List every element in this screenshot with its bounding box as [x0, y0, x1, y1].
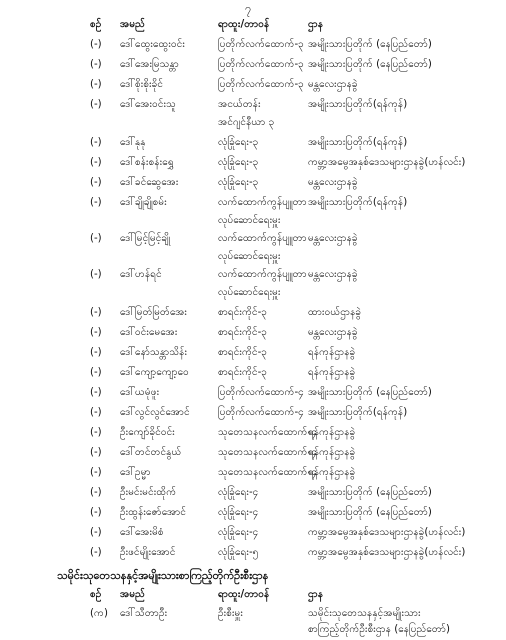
table-row: [0, 156, 506, 172]
person-name: ဒေါ်လွင်လွင်အောင်: [120, 407, 190, 418]
department-name-continuation: စာကြည့်တိုက်ဦးစီးဌာန (နေပြည်တော်): [308, 624, 451, 635]
serial-number: (-): [90, 327, 102, 338]
position-title-continuation: လုပ်ဆောင်ရေးမှူး: [218, 287, 281, 298]
header-department: ဌာန: [308, 19, 324, 30]
serial-number: (က): [90, 608, 108, 619]
table-row: [0, 526, 506, 542]
person-name: ဒေါ်မြတ်မြတ်အေး: [120, 307, 188, 318]
position-title-continuation: အင်ဂျင်နီယာ ၃: [218, 117, 275, 128]
section-table-row: [0, 607, 506, 623]
department-name: အမျိုးသားပြတိုက်(ရန်ကုန်): [308, 407, 408, 418]
position-title: သုတေသနလက်ထောက်-၄: [218, 467, 317, 478]
serial-number: (-): [90, 367, 102, 378]
table-row: [0, 98, 506, 114]
position-title: စာရင်းကိုင်-၃: [218, 367, 268, 378]
person-name: ဒေါ်သီတာဦး: [120, 608, 168, 619]
department-name: အမျိုးသားပြတိုက်(ရန်ကုန်): [308, 137, 408, 148]
table-row: [0, 386, 506, 402]
header-position: ရာထူး/တာဝန်: [218, 19, 270, 30]
person-name: ဒေါ်အေးမြသန္တာ: [120, 59, 179, 70]
department-name: ရန်ကုန်ဌာနခွဲ: [308, 367, 356, 378]
department-name: ကမ္ဘာ့အမွေအနှစ်ဒေသများဌာနခွဲ(ဟန်လင်း): [308, 547, 466, 558]
department-name: မန္တလေးဌာနခွဲ: [308, 79, 358, 90]
table-row: [0, 58, 506, 74]
person-name: ဒေါ်တင်တင်နွယ်: [120, 447, 182, 458]
serial-number: (-): [90, 39, 102, 50]
serial-number: (-): [90, 487, 102, 498]
person-name: ဦးမင်းမင်းထိုက်: [120, 487, 177, 498]
header-serial: စဉ်: [90, 19, 102, 30]
serial-number: (-): [90, 347, 102, 358]
position-title: လုံခြုံရေး-၃: [218, 137, 259, 148]
person-name: ဒေါ်ထွေးထွေးဝင်း: [120, 39, 185, 50]
position-title: သုတေသနလက်ထောက်-၄: [218, 447, 317, 458]
department-name: အမျိုးသားပြတိုက်(ရန်ကုန်): [308, 197, 408, 208]
person-name: ဒေါ်ဟန်ရင်: [120, 269, 162, 280]
position-title: လုံခြုံရေး-၅: [218, 547, 259, 558]
department-name: ကမ္ဘာ့အမွေအနှစ်ဒေသများဌာနခွဲ(ဟန်လင်း): [308, 527, 466, 538]
table-row: [0, 546, 506, 562]
department-name: သမိုင်းသုတေသနနှင့်အမျိုးသား: [308, 608, 421, 619]
person-name: ဒေါ်ခင်ဆွေအေး: [120, 177, 179, 188]
table-row: [0, 366, 506, 382]
department-name: ထားဝယ်ဌာနခွဲ: [308, 307, 362, 318]
position-title: ပြတိုက်လက်ထောက်-၄: [218, 387, 304, 398]
serial-number: (-): [90, 307, 102, 318]
table-row: [0, 466, 506, 482]
position-title: စာရင်းကိုင်-၃: [218, 307, 268, 318]
department-name: အမျိုးသားပြတိုက် (နေပြည်တော်): [308, 387, 432, 398]
department-name: အမျိုးသားပြတိုက် (နေပြည်တော်): [308, 59, 432, 70]
department-name: မန္တလေးဌာနခွဲ: [308, 177, 358, 188]
position-title: လက်ထောက်ကွန်ပျူတာ: [218, 269, 307, 280]
table-row: [0, 176, 506, 192]
person-name: ဒေါ်ဝင်းမေအေး: [120, 327, 178, 338]
department-name: အမျိုးသားပြတိုက် (နေပြည်တော်): [308, 487, 432, 498]
position-title: ဦးစီးမှူး: [218, 608, 243, 619]
position-title: စာရင်းကိုင်-၃: [218, 347, 268, 358]
table-header: [0, 18, 506, 34]
department-name: အမျိုးသားပြတိုက် (နေပြည်တော်): [308, 507, 432, 518]
serial-number: (-): [90, 387, 102, 398]
department-name: ရန်ကုန်ဌာနခွဲ: [308, 347, 356, 358]
serial-number: (-): [90, 407, 102, 418]
department-name: မန္တလေးဌာနခွဲ: [308, 233, 358, 244]
position-title: လုံခြုံရေး-၄: [218, 527, 259, 538]
serial-number: (-): [90, 99, 102, 110]
department-name-continuation-row: [0, 623, 506, 639]
department-name: ရန်ကုန်ဌာနခွဲ: [308, 427, 356, 438]
department-name: ကမ္ဘာ့အမွေအနှစ်ဒေသများဌာနခွဲ(ဟန်လင်း): [308, 157, 466, 168]
serial-number: (-): [90, 427, 102, 438]
position-title: ပြတိုက်လက်ထောက်-၃: [218, 59, 304, 70]
serial-number: (-): [90, 59, 102, 70]
table-row: [0, 406, 506, 422]
position-title: လက်ထောက်ကွန်ပျူတာ: [218, 197, 307, 208]
header-name: အမည်: [120, 19, 146, 30]
serial-number: (-): [90, 547, 102, 558]
person-name: ဒေါ်အေးဝင်းသူ: [120, 99, 176, 110]
person-name: ဦးကျော်ခိုင်ဝင်း: [120, 427, 175, 438]
position-title: လုံခြုံရေး-၄: [218, 487, 259, 498]
department-name: မန္တလေးဌာနခွဲ: [308, 327, 358, 338]
position-title: လက်ထောက်ကွန်ပျူတာ: [218, 233, 307, 244]
header-department: ဌာန: [308, 589, 324, 600]
department-name: ရန်ကုန်ဌာနခွဲ: [308, 467, 356, 478]
serial-number: (-): [90, 269, 102, 280]
table-row: [0, 446, 506, 462]
serial-number: (-): [90, 79, 102, 90]
header-name: အမည်: [120, 589, 146, 600]
person-name: ဒေါ်နော်သန္တာသိန်း: [120, 347, 188, 358]
table-row: [0, 306, 506, 322]
serial-number: (-): [90, 233, 102, 244]
header-serial: စဉ်: [90, 589, 102, 600]
table-row: [0, 506, 506, 522]
position-title: စာရင်းကိုင်-၃: [218, 327, 268, 338]
position-title: လုံခြုံရေး-၃: [218, 157, 259, 168]
person-name: ဒေါ်ဥမ္မာ: [120, 467, 151, 478]
person-name: ဒေါ်အေးမိစံ: [120, 527, 164, 538]
serial-number: (-): [90, 507, 102, 518]
person-name: ဒေါ်ယမုံဖူး: [120, 387, 160, 398]
department-name: အမျိုးသားပြတိုက် (နေပြည်တော်): [308, 39, 432, 50]
person-name: ဦးဖင်မျိုးအောင်: [120, 547, 176, 558]
serial-number: (-): [90, 197, 102, 208]
serial-number: (-): [90, 447, 102, 458]
table-row: [0, 326, 506, 342]
person-name: ဒေါ်မြင့်မြင့်ချို: [120, 233, 171, 244]
position-title: အငယ်တန်း: [218, 99, 261, 110]
table-row: [0, 38, 506, 54]
position-title: လုံခြုံရေး-၃: [218, 177, 259, 188]
position-title: သုတေသနလက်ထောက်-၄: [218, 427, 317, 438]
position-title: ပြတိုက်လက်ထောက်-၃: [218, 39, 304, 50]
serial-number: (-): [90, 137, 102, 148]
page-number: ၇: [245, 2, 252, 15]
serial-number: (-): [90, 177, 102, 188]
table-row: [0, 136, 506, 152]
table-row: [0, 232, 506, 248]
department-name: ရန်ကုန်ဌာနခွဲ: [308, 447, 356, 458]
person-name: ဒေါ်ကျော့ကျော့ဝေ: [120, 367, 189, 378]
serial-number: (-): [90, 467, 102, 478]
table-row: [0, 486, 506, 502]
person-name: ဒေါ်နုနု: [120, 137, 146, 148]
position-title: လုံခြုံရေး-၄: [218, 507, 259, 518]
person-name: ဦးထွန်းဇော်အောင်: [120, 507, 187, 518]
person-name: ဒေါ်ချိုချိုစမ်း: [120, 197, 167, 208]
position-title: ပြတိုက်လက်ထောက်-၄: [218, 407, 304, 418]
serial-number: (-): [90, 527, 102, 538]
serial-number: (-): [90, 157, 102, 168]
position-title-continuation: လုပ်ဆောင်ရေးမှူး: [218, 251, 281, 262]
table-row: [0, 78, 506, 94]
person-name: ဒေါ်စိုးစိုးခိုင်: [120, 79, 164, 90]
section-table-header: [0, 588, 506, 604]
department-name: မန္တလေးဌာနခွဲ: [308, 269, 358, 280]
person-name: ဒေါ်စန်းစန်းရွှေ: [120, 157, 174, 168]
header-position: ရာထူး/တာဝန်: [218, 589, 270, 600]
table-row: [0, 346, 506, 362]
department-name: အမျိုးသားပြတိုက်(ရန်ကုန်): [308, 99, 408, 110]
section-title: သမိုင်းသုတေသနနှင့်အမျိုးသားစာကြည့်တိုက်ဦးစီးဌာန: [57, 569, 269, 582]
table-row: [0, 426, 506, 442]
position-title-continuation: လုပ်ဆောင်ရေးမှူး: [218, 215, 281, 226]
table-row: [0, 196, 506, 212]
position-title: ပြတိုက်လက်ထောက်-၃: [218, 79, 304, 90]
table-row: [0, 268, 506, 284]
